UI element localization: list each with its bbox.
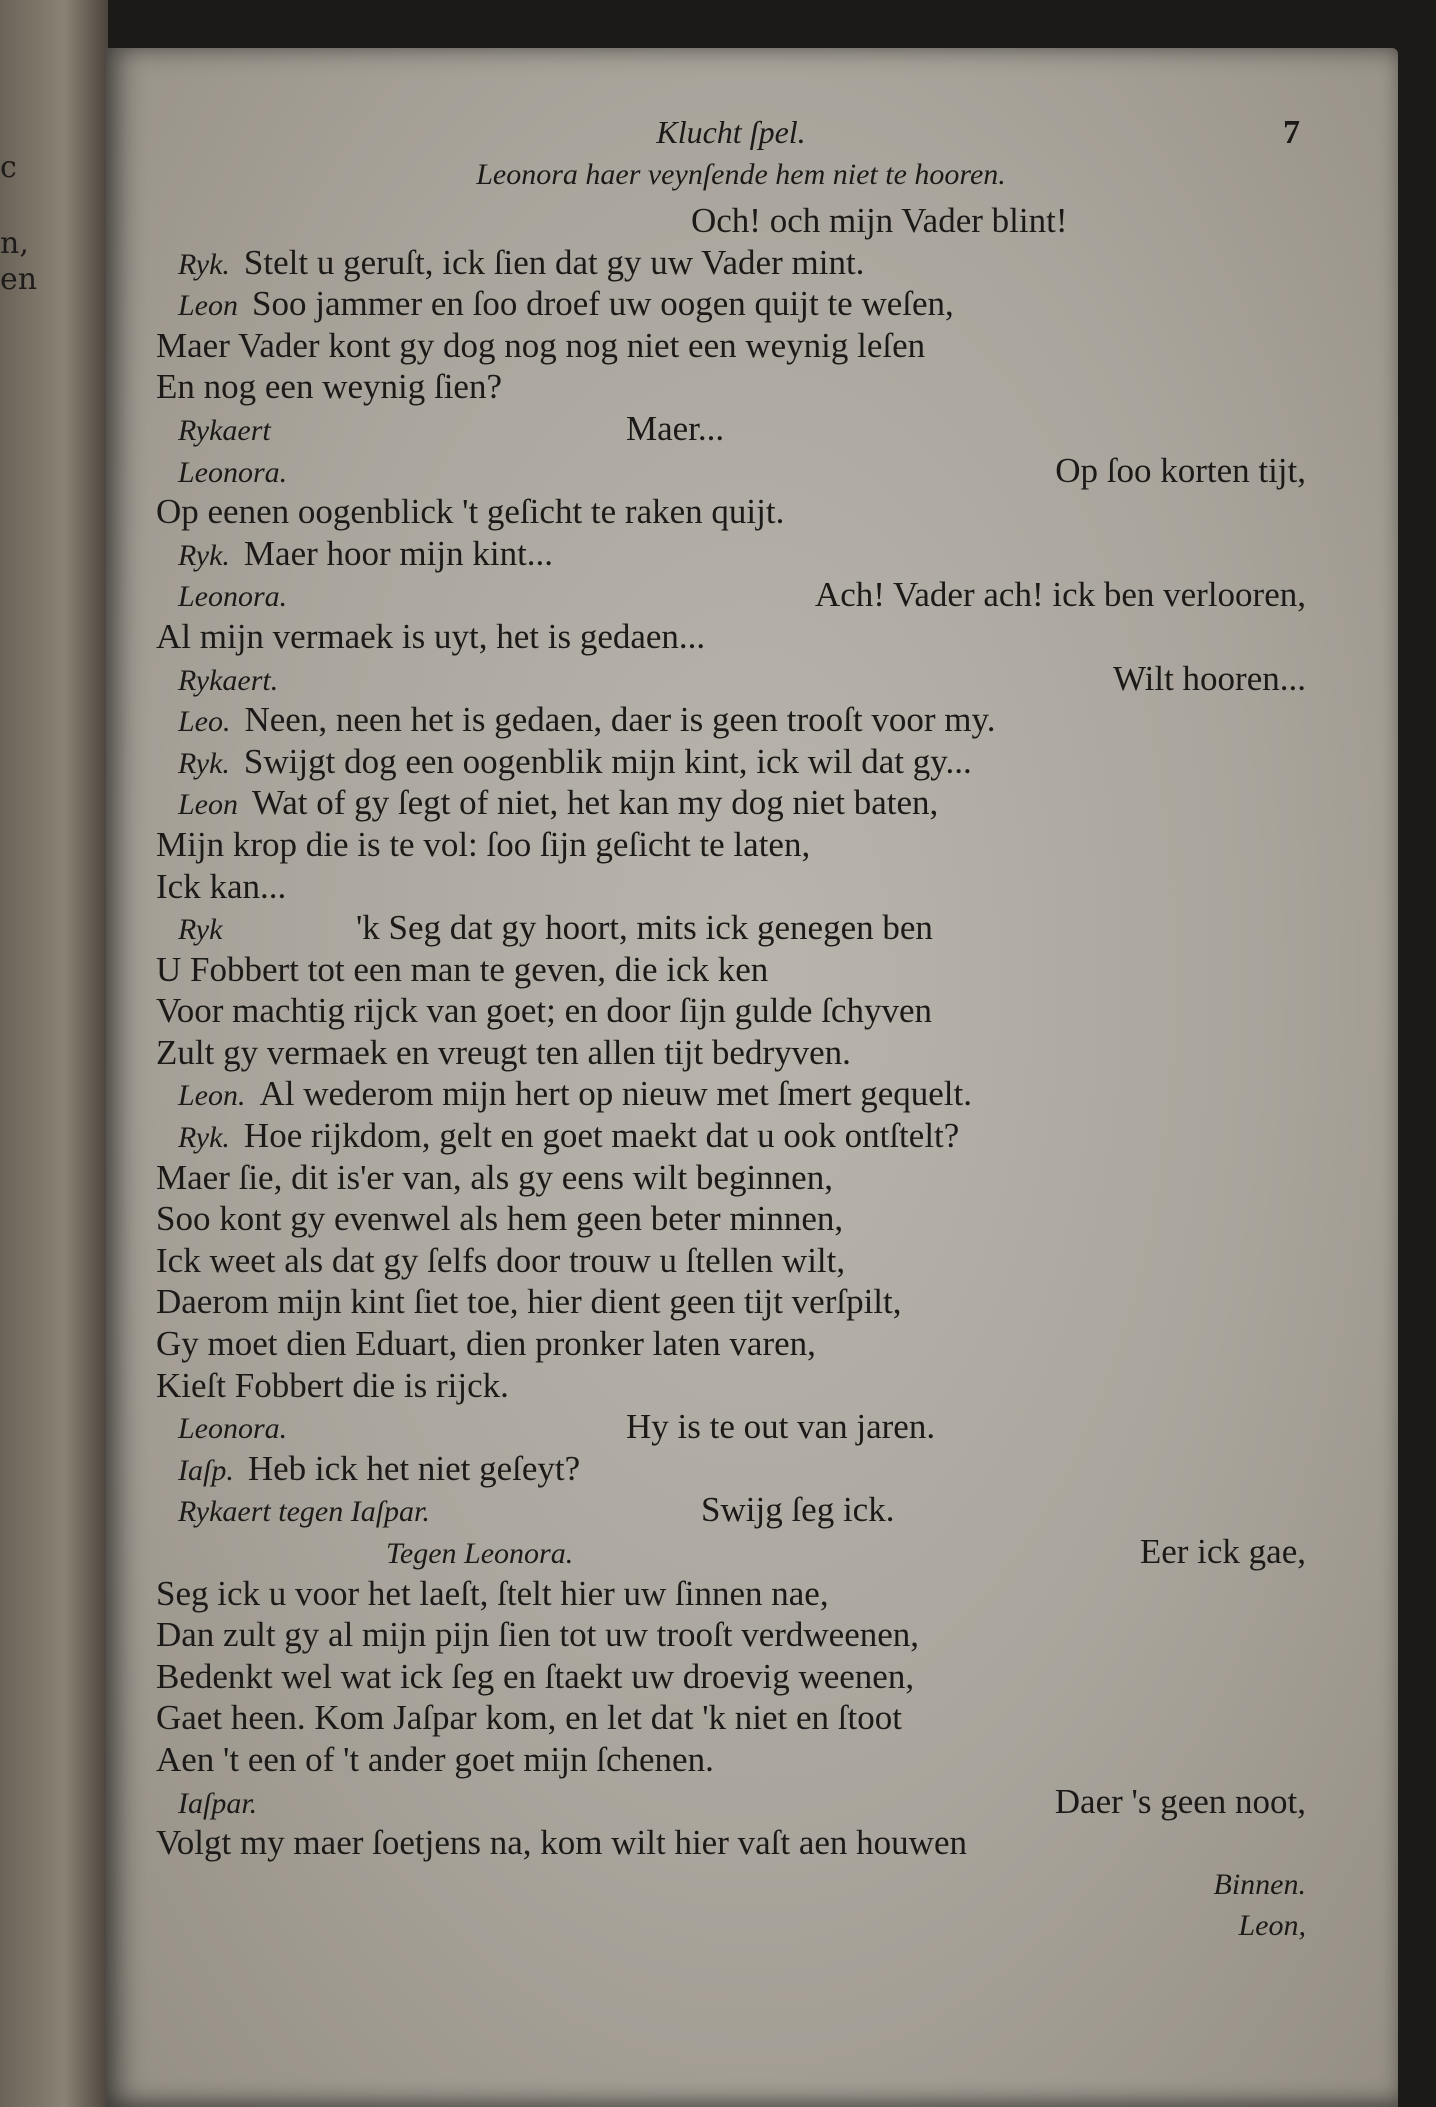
verse-line (156, 1281, 1306, 1323)
running-head: Klucht ſpel. (656, 114, 806, 150)
verse-line (156, 1115, 1306, 1157)
line-text: Ach! Vader ach! ick ben verlooren, (814, 575, 1306, 615)
line-text: Wilt hooren... (1113, 658, 1306, 698)
exit-direction-line (156, 1864, 1306, 1906)
line-text: Gaet heen. Kom Jaſpar kom, en let dat 'k niet en ſtoot (156, 1698, 902, 1738)
speaker-label: Iaſpar. (178, 1786, 258, 1820)
speaker-label: Ryk. (178, 247, 230, 281)
verse-line (156, 616, 1306, 658)
verse-line (156, 1157, 1306, 1199)
line-text: 'k Seg dat gy hoort, mits ick genegen ben (356, 908, 933, 948)
line-text: Kieſt Fobbert die is rijck. (156, 1365, 509, 1405)
line-text: Maer hoor mijn kint... (243, 533, 554, 573)
verse-line (156, 200, 1306, 242)
catchword: Leon, (1238, 1909, 1306, 1943)
line-text: U Fobbert tot een man te geven, die ick ken (156, 949, 769, 989)
verse-line (156, 1822, 1306, 1864)
line-text: Hoe rijkdom, gelt en goet maekt dat u ook ontſtelt? (243, 1116, 960, 1156)
line-text: Al wederom mijn hert op nieuw met ſmert gequelt. (259, 1074, 972, 1114)
speaker-label: Leo. (178, 705, 231, 739)
page-number: 7 (1283, 114, 1300, 151)
exit-direction: Binnen. (1213, 1867, 1306, 1901)
line-text: Op ſoo korten tijt, (1055, 450, 1306, 490)
verse-line (156, 408, 1306, 450)
verse-line (156, 658, 1306, 700)
speaker-label: Leonora. (178, 580, 288, 614)
speaker-label: Leonora. (178, 1412, 288, 1446)
facing-page-mark: en (0, 262, 38, 297)
verse-line (156, 1656, 1306, 1698)
verse-line (156, 533, 1306, 575)
verse-line (156, 574, 1306, 616)
facing-page-edge (0, 0, 108, 2107)
verse-line (156, 741, 1306, 783)
line-text: Wat of gy ſegt of niet, het kan my dog niet baten, (252, 783, 939, 823)
line-text: Al mijn vermaek is uyt, het is gedaen... (156, 616, 706, 656)
verse-line (156, 1531, 1306, 1573)
facing-page-mark: c (0, 150, 17, 185)
verse-line (156, 1323, 1306, 1365)
speaker-label: Rykaert tegen Iaſpar. (178, 1495, 430, 1529)
line-text: Maer... (626, 408, 725, 448)
line-text: Eer ick gae, (1139, 1532, 1306, 1571)
line-text: Zult gy vermaek en vreugt ten allen tijt bedryven. (156, 1032, 851, 1072)
page-text (156, 114, 1306, 1947)
verse-line (156, 1073, 1306, 1115)
line-text: Neen, neen het is gedaen, daer is geen trooſt voor my. (244, 700, 996, 740)
speaker-label: Ryk. (178, 1121, 230, 1155)
line-text: Maer ſie, dit is'er van, als gy eens wilt beginnen, (156, 1157, 833, 1197)
verse-line (156, 1448, 1306, 1490)
line-text: Soo kont gy evenwel als hem geen beter minnen, (156, 1199, 844, 1239)
line-text: Bedenkt wel wat ick ſeg en ſtaekt uw droevig weenen, (156, 1656, 915, 1696)
speaker-label: Leon (178, 289, 238, 323)
verse-line (156, 699, 1306, 741)
verse-line (156, 782, 1306, 824)
line-text: Ick weet als dat gy ſelfs door trouw u ſtellen wilt, (156, 1240, 846, 1280)
line-text: Daer 's geen noot, (1054, 1781, 1306, 1821)
verse-line (156, 990, 1306, 1032)
facing-page-marks (0, 150, 37, 298)
verse-line (156, 1198, 1306, 1240)
line-text: Volgt my maer ſoetjens na, kom wilt hier vaſt aen houwen (156, 1823, 967, 1863)
book-page (106, 48, 1398, 2107)
line-text: Dan zult gy al mijn pijn ſien tot uw trooſt verdweenen, (156, 1615, 920, 1655)
verse-line (156, 1032, 1306, 1074)
facing-page-mark: n, (0, 226, 29, 261)
catchword-line (156, 1905, 1306, 1947)
line-text: Mijn krop die is te vol: ſoo ſijn geſicht te laten, (156, 824, 811, 864)
verse-line (156, 824, 1306, 866)
line-text: Stelt u geruſt, ick ſien dat gy uw Vader mint. (243, 242, 865, 282)
line-text: Swijgt dog een oogenblik mijn kint, ick wil dat gy... (243, 741, 972, 781)
line-text: Heb ick het niet geſeyt? (247, 1448, 581, 1488)
speaker-label: Leon (178, 788, 238, 822)
speaker-label: Tegen Leonora. (386, 1537, 574, 1570)
verse-line (156, 949, 1306, 991)
line-text: Daerom mijn kint ſiet toe, hier dient geen tijt verſpilt, (156, 1282, 902, 1322)
verse-line (156, 450, 1306, 492)
verse-line (156, 1697, 1306, 1739)
line-text: Gy moet dien Eduart, dien pronker laten varen, (156, 1324, 816, 1364)
line-text: Op eenen oogenblick 't geſicht te raken quijt. (156, 492, 785, 532)
speaker-label: Leon. (178, 1079, 246, 1113)
verse-line (156, 1240, 1306, 1282)
line-text: Ick kan... (156, 866, 287, 906)
line-text: Maer Vader kont gy dog nog nog niet een weynig leſen (156, 325, 926, 365)
page-header (156, 114, 1306, 158)
verse-line (156, 866, 1306, 908)
verse-line (156, 1406, 1306, 1448)
line-text: Hy is te out van jaren. (626, 1407, 936, 1447)
verse-line (156, 491, 1306, 533)
line-text: Aen 't een of 't ander goet mijn ſchenen. (156, 1739, 714, 1779)
verse-line (156, 1739, 1306, 1781)
verse-line (156, 242, 1306, 284)
verse-line (156, 283, 1306, 325)
verse-line (156, 1489, 1306, 1531)
speaker-label: Ryk. (178, 746, 230, 780)
verse-line (156, 1781, 1306, 1823)
speaker-label: Rykaert (178, 413, 271, 447)
verse-line (156, 1365, 1306, 1407)
line-text: Voor machtig rijck van goet; en door ſijn gulde ſchyven (156, 991, 932, 1031)
verse-line (156, 907, 1306, 949)
line-text: Soo jammer en ſoo droef uw oogen quijt te weſen, (252, 284, 954, 324)
verse-line (156, 1573, 1306, 1615)
line-text: En nog een weynig ſien? (156, 367, 503, 407)
speaker-label: Rykaert. (178, 663, 279, 697)
line-text: Och! och mijn Vader blint! (691, 201, 1068, 240)
verse-line (156, 366, 1306, 408)
verse-line (156, 325, 1306, 367)
line-text: Seg ick u voor het laeſt, ſtelt hier uw ſinnen nae, (156, 1573, 829, 1613)
stage-direction: Leonora haer veynſende hem niet te hooren. (476, 158, 1006, 191)
speaker-label: Leonora. (178, 455, 288, 489)
line-text: Swijg ſeg ick. (701, 1490, 895, 1530)
speaker-label: Iaſp. (178, 1453, 234, 1487)
speaker-label: Ryk (178, 913, 223, 947)
verse-line (156, 1614, 1306, 1656)
speaker-label: Ryk. (178, 538, 230, 572)
